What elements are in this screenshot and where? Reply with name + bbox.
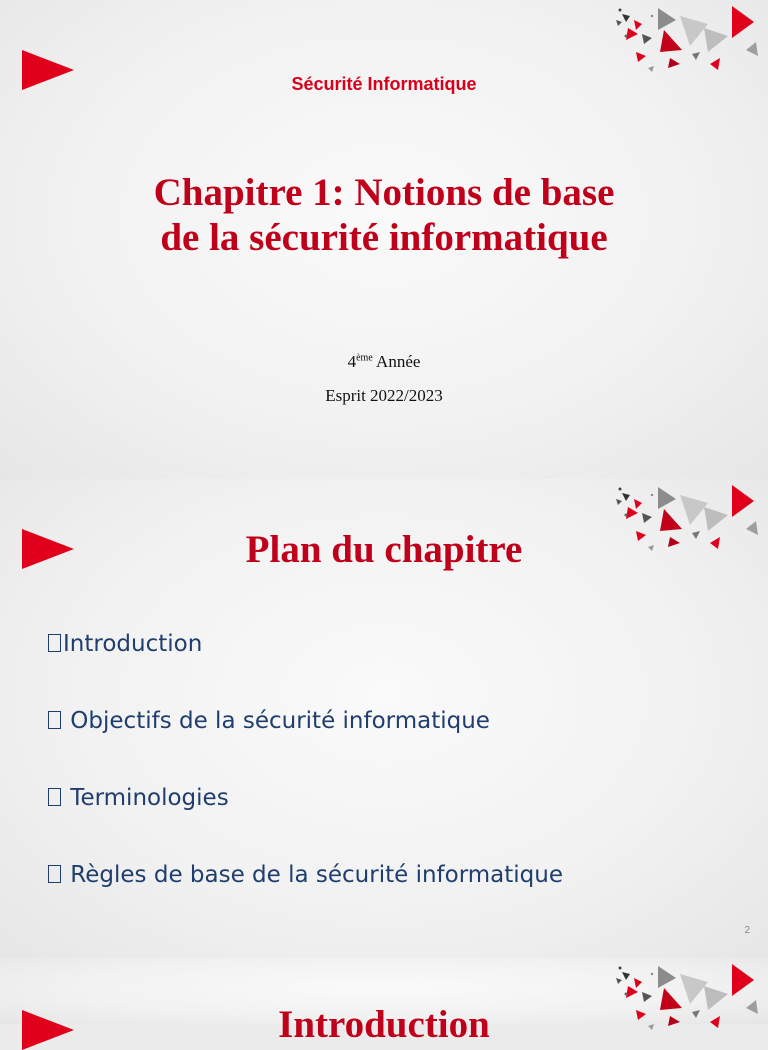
year-text: Année — [372, 352, 421, 371]
plan-item — [48, 785, 229, 811]
plan-item — [48, 862, 563, 888]
chapter-title — [60, 170, 708, 260]
chapter-title-line-2: de la sécurité informatique — [160, 216, 608, 259]
page-number: 2 — [744, 925, 750, 936]
year-label — [0, 352, 768, 372]
checkbox-bullet-icon — [48, 711, 61, 729]
year-number: 4 — [347, 352, 357, 371]
introduction-title: Introduction — [278, 1003, 490, 1046]
year-superscript: ème — [356, 352, 373, 364]
course-header: Sécurité Informatique — [291, 74, 477, 94]
plan-item-label: Introduction — [63, 631, 203, 657]
plan-item-label: Terminologies — [63, 785, 229, 811]
plan-item-label: Règles de base de la sécurité informatique — [63, 862, 564, 888]
slide-1 — [0, 0, 768, 479]
checkbox-bullet-icon — [48, 788, 61, 806]
school-year: Esprit 2022/2023 — [325, 386, 443, 405]
chapter-title-line-1: Chapitre 1: Notions de base — [153, 171, 615, 214]
plan-title: Plan du chapitre — [245, 528, 523, 571]
plan-item — [48, 631, 202, 657]
slide-3 — [0, 958, 768, 1046]
plan-item-label: Objectifs de la sécurité informatique — [63, 708, 490, 734]
plan-item — [48, 708, 490, 734]
checkbox-bullet-icon — [48, 865, 61, 883]
slide-2 — [0, 479, 768, 958]
checkbox-bullet-icon — [48, 634, 61, 652]
